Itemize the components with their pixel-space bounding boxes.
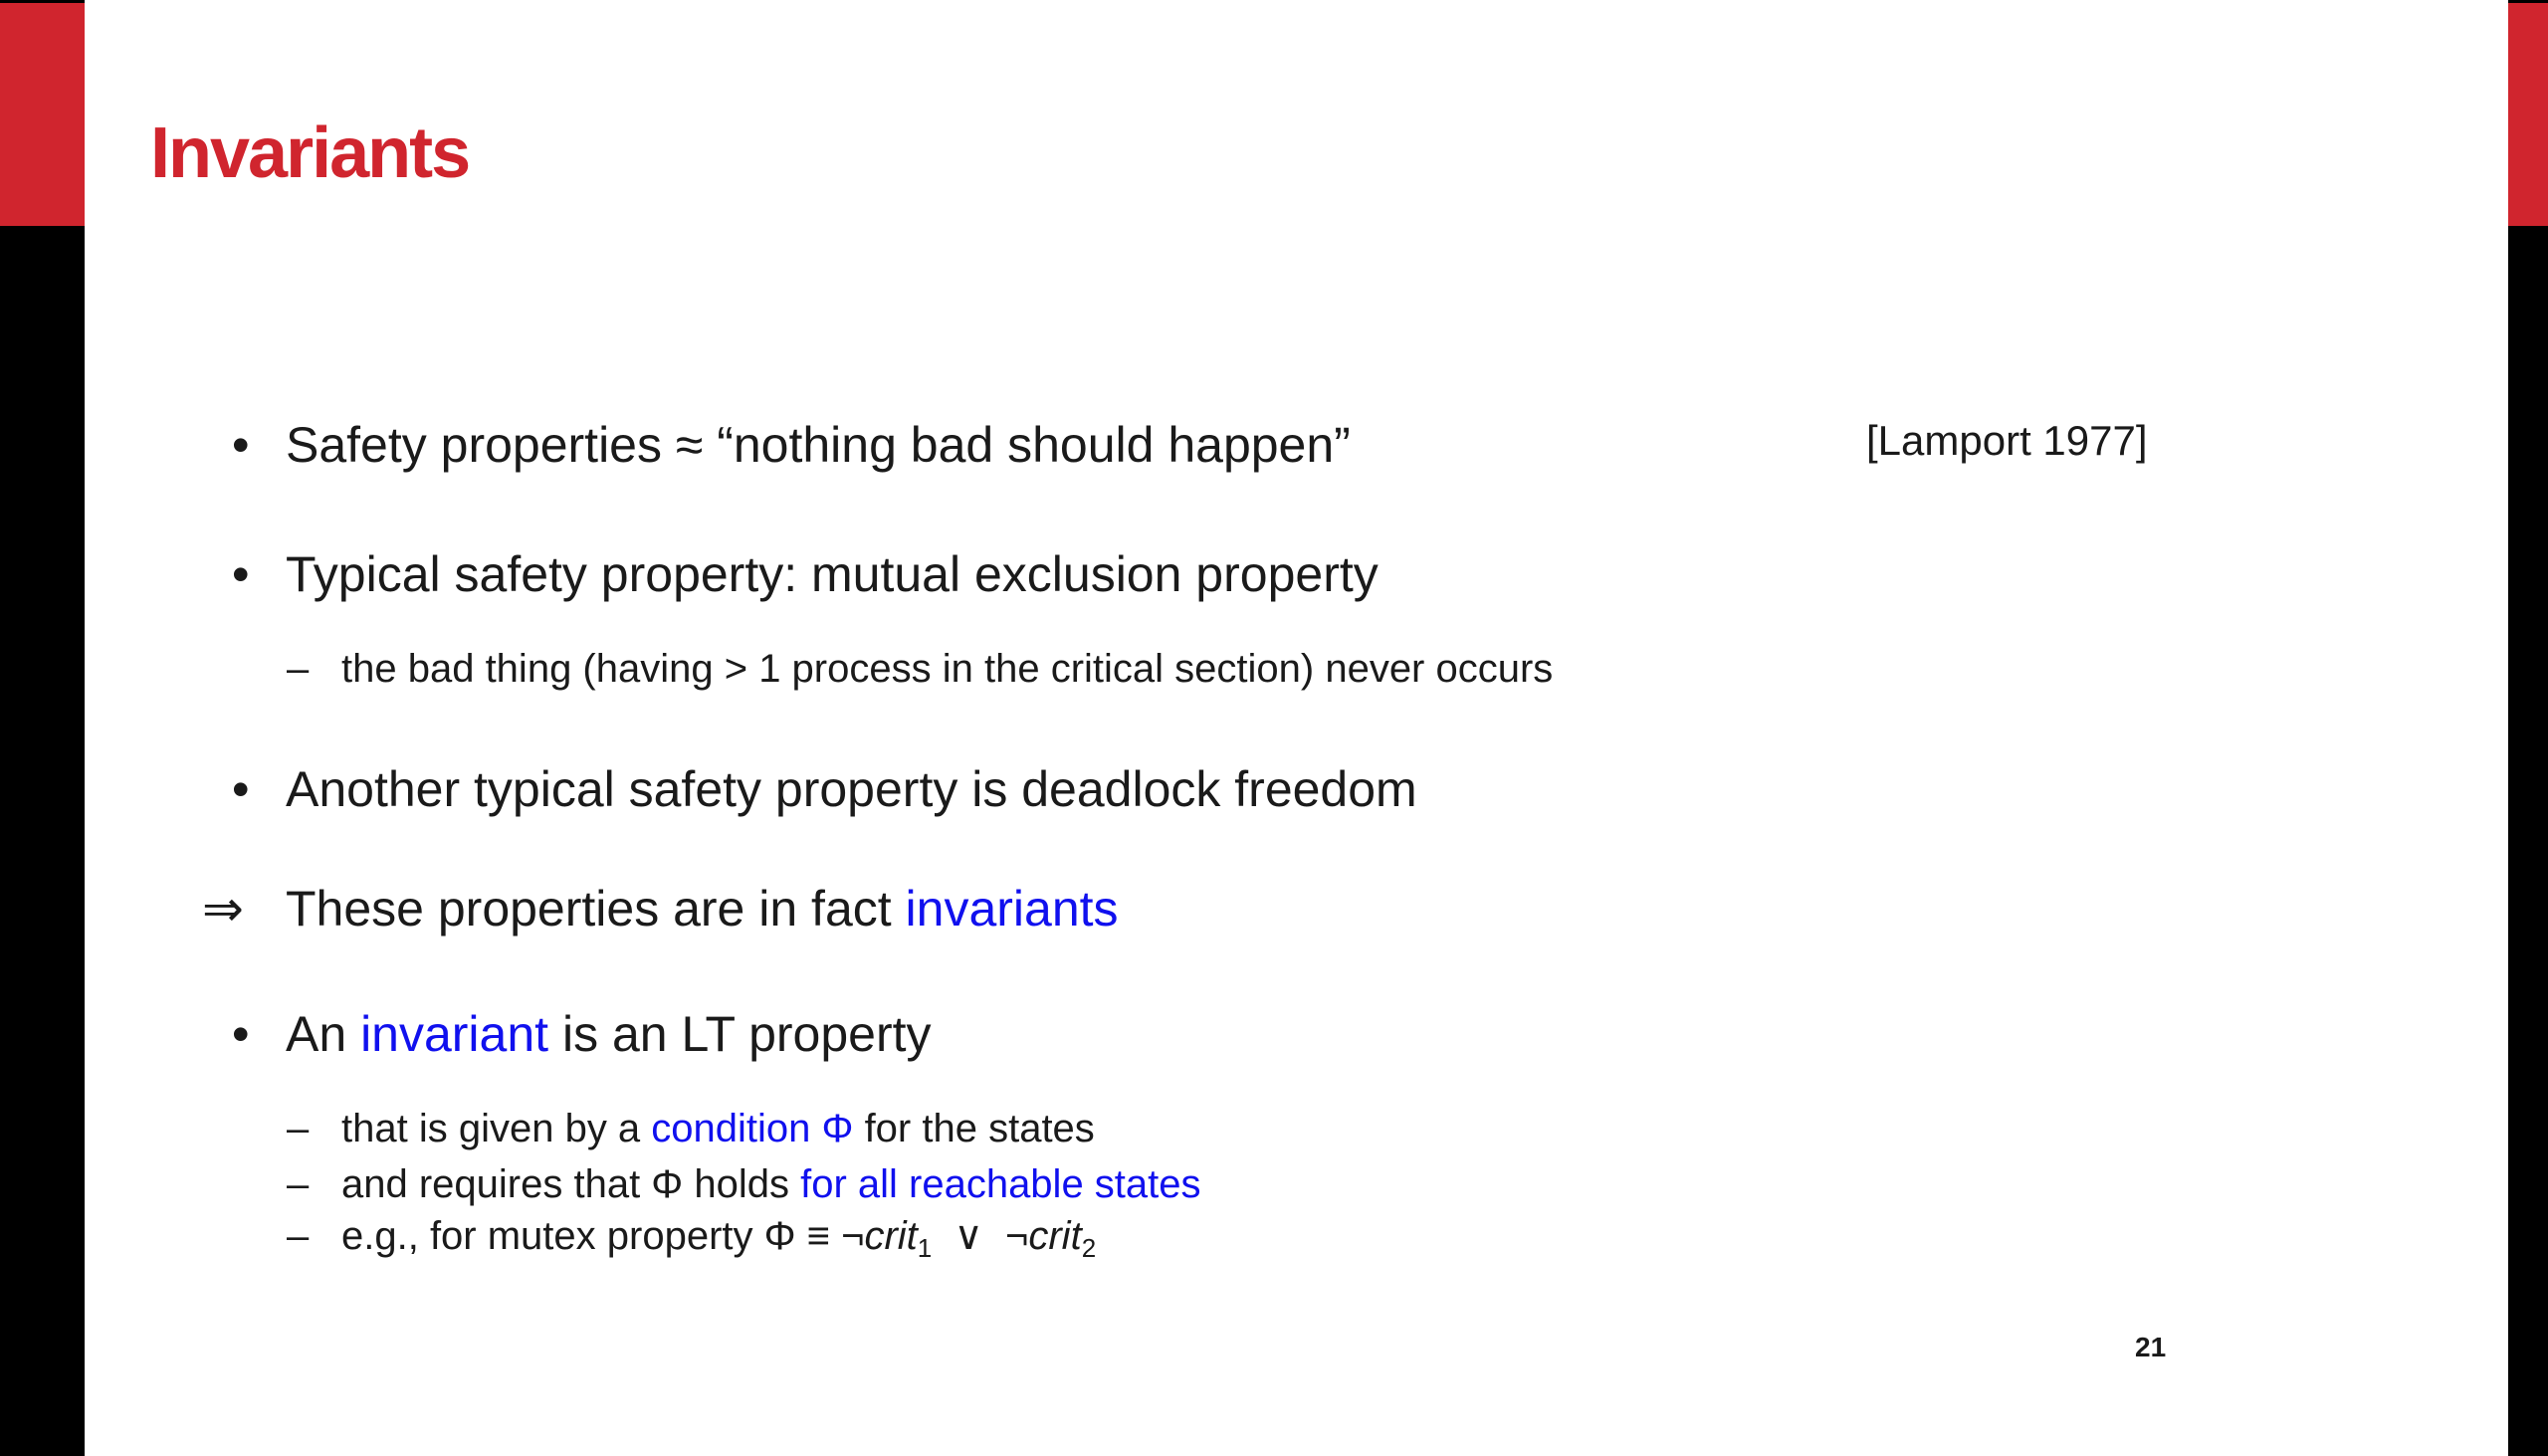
implication-text: These properties are in fact <box>286 881 906 936</box>
formula-sub-2: 2 <box>1081 1233 1097 1263</box>
formula-var-2: crit <box>1028 1214 1082 1258</box>
formula-var-1: crit <box>864 1214 918 1258</box>
citation: [Lamport 1977] <box>1866 417 2148 464</box>
highlight-invariants: invariants <box>905 881 1119 936</box>
bullet-marker: • <box>232 761 250 817</box>
left-sidebar-bar <box>0 0 85 1456</box>
bullet-marker: • <box>232 546 250 602</box>
implication-invariants <box>286 881 1119 936</box>
subitem-condition <box>341 1109 1095 1148</box>
dash-marker: – <box>287 1107 310 1150</box>
slide-canvas <box>85 0 2508 1456</box>
highlight-condition: condition Φ <box>651 1107 854 1150</box>
formula-mid: ∨ ¬ <box>932 1214 1029 1258</box>
subitem-reachable-states <box>341 1164 1201 1204</box>
formula-sub-1: 1 <box>917 1233 933 1263</box>
highlight-reachable-states: for all reachable states <box>800 1162 1201 1206</box>
slide-title: Invariants <box>150 113 470 193</box>
bullet-deadlock-freedom: Another typical safety property is deadlock freedom <box>286 761 1417 817</box>
reachable-pre: and requires that Φ holds <box>341 1162 801 1206</box>
formula-pre: e.g., for mutex property Φ ≡ ¬ <box>341 1214 865 1258</box>
right-accent-block <box>2508 3 2548 226</box>
implication-arrow: ⇒ <box>202 881 244 936</box>
bullet-marker: • <box>232 417 250 473</box>
bullet-mutual-exclusion: Typical safety property: mutual exclusion property <box>286 546 1379 602</box>
left-accent-block <box>0 3 85 226</box>
invariant-def-post: is an LT property <box>548 1006 932 1062</box>
dash-marker: – <box>287 1162 310 1206</box>
subitem-bad-thing: the bad thing (having > 1 process in the critical section) never occurs <box>341 647 1554 691</box>
dash-marker: – <box>287 647 310 691</box>
subitem-mutex-formula <box>341 1216 1096 1261</box>
condition-pre: that is given by a <box>341 1107 652 1150</box>
right-sidebar-bar <box>2508 0 2548 1456</box>
bullet-invariant-definition <box>286 1006 932 1062</box>
invariant-def-pre: An <box>286 1006 361 1062</box>
bullet-marker: • <box>232 1006 250 1062</box>
dash-marker: – <box>287 1214 310 1258</box>
highlight-invariant: invariant <box>360 1006 549 1062</box>
page-number: 21 <box>2135 1332 2167 1362</box>
bullet-safety-properties: Safety properties ≈ “nothing bad should happen” <box>286 417 1351 473</box>
condition-post: for the states <box>853 1107 1095 1150</box>
